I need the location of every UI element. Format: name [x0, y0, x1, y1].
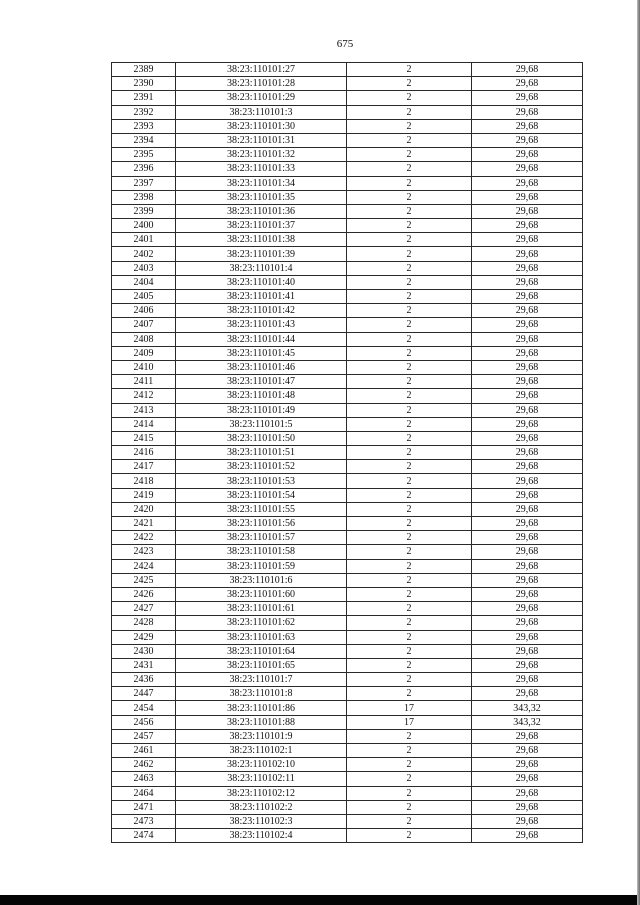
- count-cell: 2: [347, 77, 472, 91]
- count-cell: 2: [347, 814, 472, 828]
- table-row: [112, 502, 583, 516]
- table-row: [112, 729, 583, 743]
- count-cell: 2: [347, 630, 472, 644]
- row-number-cell: 2431: [112, 658, 176, 672]
- table-row: [112, 261, 583, 275]
- table-row: [112, 360, 583, 374]
- table-row: [112, 332, 583, 346]
- table-row: [112, 417, 583, 431]
- row-number-cell: 2395: [112, 148, 176, 162]
- cadastral-number-cell: 38:23:110101:54: [176, 488, 347, 502]
- row-number-cell: 2405: [112, 290, 176, 304]
- row-number-cell: 2436: [112, 673, 176, 687]
- row-number-cell: 2411: [112, 375, 176, 389]
- value-cell: 29,68: [472, 119, 583, 133]
- cadastral-number-cell: 38:23:110101:38: [176, 233, 347, 247]
- value-cell: 29,68: [472, 517, 583, 531]
- cadastral-number-cell: 38:23:110101:60: [176, 587, 347, 601]
- table-row: [112, 559, 583, 573]
- count-cell: 2: [347, 417, 472, 431]
- value-cell: 29,68: [472, 786, 583, 800]
- value-cell: 29,68: [472, 219, 583, 233]
- data-table: [111, 62, 583, 843]
- value-cell: 29,68: [472, 772, 583, 786]
- row-number-cell: 2428: [112, 616, 176, 630]
- scan-edge-bottom: [0, 895, 640, 905]
- table-row: [112, 176, 583, 190]
- cadastral-number-cell: 38:23:110101:8: [176, 687, 347, 701]
- value-cell: 29,68: [472, 616, 583, 630]
- cadastral-number-cell: 38:23:110101:28: [176, 77, 347, 91]
- row-number-cell: 2430: [112, 644, 176, 658]
- row-number-cell: 2418: [112, 474, 176, 488]
- cadastral-number-cell: 38:23:110101:61: [176, 602, 347, 616]
- cadastral-number-cell: 38:23:110101:35: [176, 190, 347, 204]
- table-row: [112, 701, 583, 715]
- row-number-cell: 2404: [112, 275, 176, 289]
- row-number-cell: 2425: [112, 573, 176, 587]
- cadastral-number-cell: 38:23:110101:44: [176, 332, 347, 346]
- table-row: [112, 644, 583, 658]
- value-cell: 29,68: [472, 318, 583, 332]
- value-cell: 29,68: [472, 261, 583, 275]
- value-cell: 29,68: [472, 758, 583, 772]
- count-cell: 2: [347, 488, 472, 502]
- count-cell: 2: [347, 431, 472, 445]
- value-cell: 29,68: [472, 587, 583, 601]
- cadastral-number-cell: 38:23:110101:5: [176, 417, 347, 431]
- value-cell: 29,68: [472, 502, 583, 516]
- cadastral-number-cell: 38:23:110101:51: [176, 446, 347, 460]
- row-number-cell: 2421: [112, 517, 176, 531]
- table-row: [112, 517, 583, 531]
- table-row: [112, 162, 583, 176]
- count-cell: 2: [347, 616, 472, 630]
- table-row: [112, 190, 583, 204]
- table-row: [112, 63, 583, 77]
- table-row: [112, 772, 583, 786]
- cadastral-number-cell: 38:23:110101:27: [176, 63, 347, 77]
- count-cell: 2: [347, 247, 472, 261]
- value-cell: 29,68: [472, 658, 583, 672]
- count-cell: 2: [347, 119, 472, 133]
- value-cell: 343,32: [472, 701, 583, 715]
- row-number-cell: 2391: [112, 91, 176, 105]
- cadastral-number-cell: 38:23:110102:2: [176, 800, 347, 814]
- row-number-cell: 2399: [112, 204, 176, 218]
- table-row: [112, 446, 583, 460]
- value-cell: 29,68: [472, 488, 583, 502]
- count-cell: 2: [347, 644, 472, 658]
- value-cell: 29,68: [472, 190, 583, 204]
- table-row: [112, 545, 583, 559]
- count-cell: 2: [347, 587, 472, 601]
- table-row: [112, 474, 583, 488]
- value-cell: 29,68: [472, 644, 583, 658]
- cadastral-number-cell: 38:23:110101:43: [176, 318, 347, 332]
- row-number-cell: 2408: [112, 332, 176, 346]
- table-row: [112, 573, 583, 587]
- table-row: [112, 758, 583, 772]
- value-cell: 29,68: [472, 573, 583, 587]
- value-cell: 29,68: [472, 729, 583, 743]
- row-number-cell: 2406: [112, 304, 176, 318]
- value-cell: 29,68: [472, 531, 583, 545]
- row-number-cell: 2423: [112, 545, 176, 559]
- cadastral-number-cell: 38:23:110102:3: [176, 814, 347, 828]
- row-number-cell: 2410: [112, 360, 176, 374]
- count-cell: 2: [347, 375, 472, 389]
- count-cell: 2: [347, 290, 472, 304]
- table-row: [112, 133, 583, 147]
- row-number-cell: 2402: [112, 247, 176, 261]
- count-cell: 2: [347, 190, 472, 204]
- row-number-cell: 2416: [112, 446, 176, 460]
- table-row: [112, 318, 583, 332]
- table-row: [112, 77, 583, 91]
- table-row: [112, 715, 583, 729]
- row-number-cell: 2414: [112, 417, 176, 431]
- count-cell: 17: [347, 715, 472, 729]
- value-cell: 29,68: [472, 332, 583, 346]
- row-number-cell: 2412: [112, 389, 176, 403]
- count-cell: 2: [347, 673, 472, 687]
- count-cell: 2: [347, 63, 472, 77]
- row-number-cell: 2457: [112, 729, 176, 743]
- value-cell: 29,68: [472, 687, 583, 701]
- cadastral-number-cell: 38:23:110101:40: [176, 275, 347, 289]
- table-row: [112, 630, 583, 644]
- value-cell: 29,68: [472, 673, 583, 687]
- row-number-cell: 2389: [112, 63, 176, 77]
- table-row: [112, 233, 583, 247]
- value-cell: 29,68: [472, 204, 583, 218]
- value-cell: 29,68: [472, 630, 583, 644]
- count-cell: 2: [347, 91, 472, 105]
- count-cell: 2: [347, 602, 472, 616]
- table-row: [112, 346, 583, 360]
- table-body: [112, 63, 583, 843]
- table-row: [112, 389, 583, 403]
- value-cell: 29,68: [472, 275, 583, 289]
- row-number-cell: 2464: [112, 786, 176, 800]
- cadastral-number-cell: 38:23:110102:11: [176, 772, 347, 786]
- row-number-cell: 2463: [112, 772, 176, 786]
- table-row: [112, 687, 583, 701]
- value-cell: 29,68: [472, 63, 583, 77]
- count-cell: 2: [347, 658, 472, 672]
- row-number-cell: 2429: [112, 630, 176, 644]
- cadastral-number-cell: 38:23:110102:12: [176, 786, 347, 800]
- value-cell: 29,68: [472, 346, 583, 360]
- cadastral-number-cell: 38:23:110102:4: [176, 829, 347, 843]
- value-cell: 29,68: [472, 446, 583, 460]
- cadastral-number-cell: 38:23:110101:31: [176, 133, 347, 147]
- cadastral-number-cell: 38:23:110101:9: [176, 729, 347, 743]
- table-row: [112, 488, 583, 502]
- page-number: 675: [336, 38, 354, 50]
- cadastral-number-cell: 38:23:110101:59: [176, 559, 347, 573]
- count-cell: 2: [347, 772, 472, 786]
- count-cell: 2: [347, 573, 472, 587]
- cadastral-number-cell: 38:23:110101:3: [176, 105, 347, 119]
- cadastral-number-cell: 38:23:110101:52: [176, 460, 347, 474]
- cadastral-number-cell: 38:23:110101:50: [176, 431, 347, 445]
- count-cell: 2: [347, 148, 472, 162]
- row-number-cell: 2474: [112, 829, 176, 843]
- cadastral-number-cell: 38:23:110101:42: [176, 304, 347, 318]
- count-cell: 2: [347, 474, 472, 488]
- table-row: [112, 602, 583, 616]
- table-row: [112, 403, 583, 417]
- value-cell: 29,68: [472, 133, 583, 147]
- cadastral-number-cell: 38:23:110101:30: [176, 119, 347, 133]
- cadastral-number-cell: 38:23:110101:6: [176, 573, 347, 587]
- value-cell: 29,68: [472, 247, 583, 261]
- value-cell: 29,68: [472, 545, 583, 559]
- table-row: [112, 247, 583, 261]
- cadastral-number-cell: 38:23:110101:46: [176, 360, 347, 374]
- row-number-cell: 2462: [112, 758, 176, 772]
- cadastral-number-cell: 38:23:110101:58: [176, 545, 347, 559]
- table-row: [112, 587, 583, 601]
- row-number-cell: 2415: [112, 431, 176, 445]
- value-cell: 29,68: [472, 417, 583, 431]
- count-cell: 2: [347, 318, 472, 332]
- cadastral-number-cell: 38:23:110101:64: [176, 644, 347, 658]
- value-cell: 29,68: [472, 389, 583, 403]
- count-cell: 2: [347, 446, 472, 460]
- table-row: [112, 814, 583, 828]
- cadastral-number-cell: 38:23:110101:29: [176, 91, 347, 105]
- count-cell: 2: [347, 758, 472, 772]
- cadastral-number-cell: 38:23:110101:32: [176, 148, 347, 162]
- row-number-cell: 2461: [112, 744, 176, 758]
- table-row: [112, 119, 583, 133]
- row-number-cell: 2403: [112, 261, 176, 275]
- row-number-cell: 2417: [112, 460, 176, 474]
- cadastral-number-cell: 38:23:110101:55: [176, 502, 347, 516]
- row-number-cell: 2424: [112, 559, 176, 573]
- row-number-cell: 2422: [112, 531, 176, 545]
- value-cell: 29,68: [472, 375, 583, 389]
- value-cell: 29,68: [472, 744, 583, 758]
- table-row: [112, 91, 583, 105]
- table-row: [112, 616, 583, 630]
- value-cell: 29,68: [472, 474, 583, 488]
- count-cell: 17: [347, 701, 472, 715]
- cadastral-number-cell: 38:23:110101:49: [176, 403, 347, 417]
- count-cell: 2: [347, 105, 472, 119]
- cadastral-number-cell: 38:23:110101:48: [176, 389, 347, 403]
- count-cell: 2: [347, 744, 472, 758]
- row-number-cell: 2454: [112, 701, 176, 715]
- value-cell: 29,68: [472, 233, 583, 247]
- cadastral-number-cell: 38:23:110101:4: [176, 261, 347, 275]
- value-cell: 29,68: [472, 814, 583, 828]
- count-cell: 2: [347, 559, 472, 573]
- count-cell: 2: [347, 545, 472, 559]
- value-cell: 29,68: [472, 162, 583, 176]
- table-row: [112, 673, 583, 687]
- cadastral-number-cell: 38:23:110101:41: [176, 290, 347, 304]
- count-cell: 2: [347, 332, 472, 346]
- row-number-cell: 2419: [112, 488, 176, 502]
- table-row: [112, 744, 583, 758]
- table-row: [112, 829, 583, 843]
- cadastral-number-cell: 38:23:110101:86: [176, 701, 347, 715]
- count-cell: 2: [347, 531, 472, 545]
- cadastral-number-cell: 38:23:110101:47: [176, 375, 347, 389]
- cadastral-number-cell: 38:23:110101:56: [176, 517, 347, 531]
- value-cell: 343,32: [472, 715, 583, 729]
- row-number-cell: 2390: [112, 77, 176, 91]
- cadastral-number-cell: 38:23:110102:10: [176, 758, 347, 772]
- row-number-cell: 2394: [112, 133, 176, 147]
- count-cell: 2: [347, 133, 472, 147]
- cadastral-number-cell: 38:23:110101:36: [176, 204, 347, 218]
- cadastral-number-cell: 38:23:110101:7: [176, 673, 347, 687]
- cadastral-number-cell: 38:23:110101:37: [176, 219, 347, 233]
- table-row: [112, 105, 583, 119]
- count-cell: 2: [347, 403, 472, 417]
- table-row: [112, 204, 583, 218]
- cadastral-number-cell: 38:23:110101:62: [176, 616, 347, 630]
- row-number-cell: 2456: [112, 715, 176, 729]
- value-cell: 29,68: [472, 360, 583, 374]
- row-number-cell: 2400: [112, 219, 176, 233]
- value-cell: 29,68: [472, 77, 583, 91]
- row-number-cell: 2393: [112, 119, 176, 133]
- count-cell: 2: [347, 261, 472, 275]
- row-number-cell: 2392: [112, 105, 176, 119]
- table-row: [112, 148, 583, 162]
- value-cell: 29,68: [472, 304, 583, 318]
- row-number-cell: 2397: [112, 176, 176, 190]
- value-cell: 29,68: [472, 559, 583, 573]
- table-row: [112, 304, 583, 318]
- table-row: [112, 290, 583, 304]
- value-cell: 29,68: [472, 403, 583, 417]
- table-row: [112, 275, 583, 289]
- table-row: [112, 431, 583, 445]
- count-cell: 2: [347, 176, 472, 190]
- value-cell: 29,68: [472, 91, 583, 105]
- count-cell: 2: [347, 360, 472, 374]
- row-number-cell: 2420: [112, 502, 176, 516]
- value-cell: 29,68: [472, 829, 583, 843]
- count-cell: 2: [347, 219, 472, 233]
- cadastral-number-cell: 38:23:110101:33: [176, 162, 347, 176]
- cadastral-number-cell: 38:23:110101:53: [176, 474, 347, 488]
- count-cell: 2: [347, 800, 472, 814]
- value-cell: 29,68: [472, 290, 583, 304]
- count-cell: 2: [347, 829, 472, 843]
- row-number-cell: 2413: [112, 403, 176, 417]
- value-cell: 29,68: [472, 176, 583, 190]
- count-cell: 2: [347, 502, 472, 516]
- count-cell: 2: [347, 786, 472, 800]
- count-cell: 2: [347, 460, 472, 474]
- row-number-cell: 2396: [112, 162, 176, 176]
- row-number-cell: 2473: [112, 814, 176, 828]
- cadastral-number-cell: 38:23:110101:65: [176, 658, 347, 672]
- cadastral-number-cell: 38:23:110101:34: [176, 176, 347, 190]
- row-number-cell: 2401: [112, 233, 176, 247]
- cadastral-number-cell: 38:23:110101:63: [176, 630, 347, 644]
- count-cell: 2: [347, 517, 472, 531]
- cadastral-number-cell: 38:23:110101:39: [176, 247, 347, 261]
- count-cell: 2: [347, 304, 472, 318]
- count-cell: 2: [347, 389, 472, 403]
- table-row: [112, 531, 583, 545]
- value-cell: 29,68: [472, 602, 583, 616]
- value-cell: 29,68: [472, 431, 583, 445]
- value-cell: 29,68: [472, 148, 583, 162]
- cadastral-number-cell: 38:23:110101:57: [176, 531, 347, 545]
- row-number-cell: 2471: [112, 800, 176, 814]
- table-row: [112, 219, 583, 233]
- cadastral-number-cell: 38:23:110101:45: [176, 346, 347, 360]
- cadastral-number-cell: 38:23:110101:88: [176, 715, 347, 729]
- count-cell: 2: [347, 162, 472, 176]
- table-row: [112, 658, 583, 672]
- row-number-cell: 2409: [112, 346, 176, 360]
- count-cell: 2: [347, 275, 472, 289]
- table-row: [112, 800, 583, 814]
- table-container: [111, 62, 582, 843]
- row-number-cell: 2407: [112, 318, 176, 332]
- row-number-cell: 2447: [112, 687, 176, 701]
- count-cell: 2: [347, 233, 472, 247]
- cadastral-number-cell: 38:23:110102:1: [176, 744, 347, 758]
- table-row: [112, 375, 583, 389]
- row-number-cell: 2427: [112, 602, 176, 616]
- row-number-cell: 2398: [112, 190, 176, 204]
- count-cell: 2: [347, 346, 472, 360]
- value-cell: 29,68: [472, 800, 583, 814]
- count-cell: 2: [347, 204, 472, 218]
- row-number-cell: 2426: [112, 587, 176, 601]
- table-row: [112, 460, 583, 474]
- value-cell: 29,68: [472, 105, 583, 119]
- count-cell: 2: [347, 687, 472, 701]
- table-row: [112, 786, 583, 800]
- value-cell: 29,68: [472, 460, 583, 474]
- count-cell: 2: [347, 729, 472, 743]
